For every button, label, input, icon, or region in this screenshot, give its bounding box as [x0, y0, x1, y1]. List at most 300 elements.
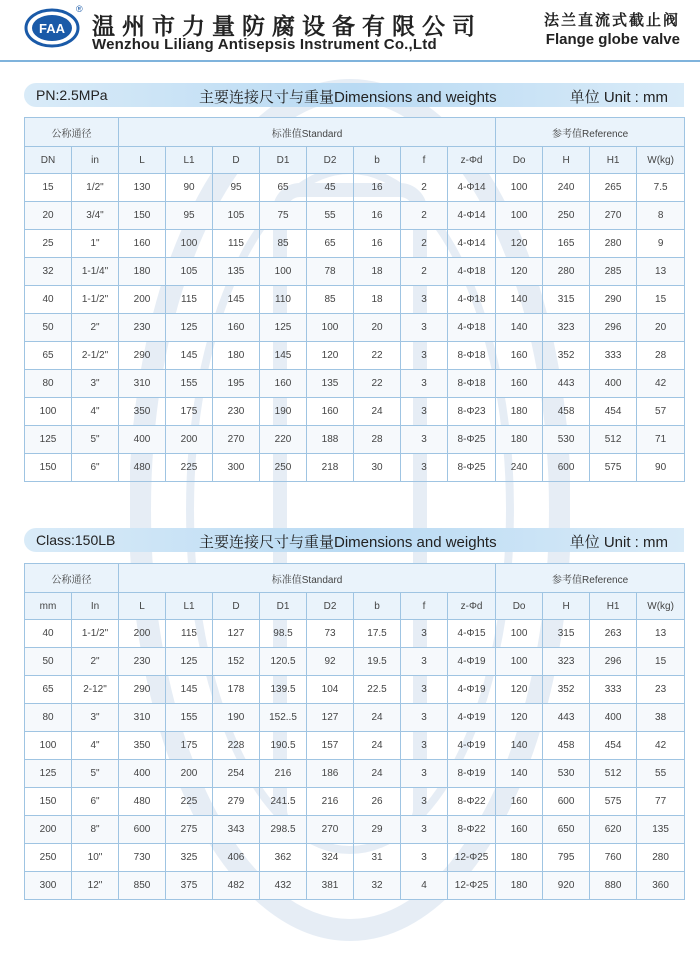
table-cell: 115 — [213, 230, 260, 258]
table-cell: 24 — [354, 704, 401, 732]
table-cell: 228 — [213, 732, 260, 760]
table-row — [25, 174, 685, 202]
table-cell: 15 — [637, 286, 685, 314]
table-cell: 125 — [166, 314, 213, 342]
table-cell: 190 — [260, 398, 307, 426]
column-header: L — [119, 593, 166, 620]
table-cell: 145 — [213, 286, 260, 314]
table-cell: 18 — [354, 286, 401, 314]
table-cell: 230 — [213, 398, 260, 426]
table-cell: 29 — [354, 816, 401, 844]
table-cell: 225 — [166, 454, 213, 482]
table-cell: 160 — [213, 314, 260, 342]
table-row — [25, 258, 685, 286]
table-column-header — [25, 593, 685, 620]
table-cell: 350 — [119, 398, 166, 426]
table-cell: 175 — [166, 398, 213, 426]
table-cell: 315 — [543, 620, 590, 648]
table-cell: 23 — [637, 676, 685, 704]
table-cell: 300 — [25, 872, 72, 900]
column-header: D1 — [260, 593, 307, 620]
table-cell: 458 — [543, 398, 590, 426]
table-cell: 352 — [543, 676, 590, 704]
company-name-en: Wenzhou Liliang Antisepsis Instrument Co.,Ltd — [92, 36, 437, 53]
table-cell: 240 — [496, 454, 543, 482]
table-cell: 45 — [307, 174, 354, 202]
table-cell: 150 — [25, 788, 72, 816]
table-cell: 152..5 — [260, 704, 307, 732]
table-cell: 200 — [119, 286, 166, 314]
column-header: f — [401, 147, 448, 174]
table-cell: 265 — [590, 174, 637, 202]
pressure-rating: Class:150LB — [36, 532, 116, 548]
table-cell: 3 — [401, 314, 448, 342]
table-cell: 8-Φ22 — [448, 816, 496, 844]
table-cell: 482 — [213, 872, 260, 900]
table-cell: 100 — [307, 314, 354, 342]
table-cell: 298.5 — [260, 816, 307, 844]
table-cell: 160 — [260, 370, 307, 398]
table-cell: 3 — [401, 426, 448, 454]
table-cell: 98.5 — [260, 620, 307, 648]
table-cell: 880 — [590, 872, 637, 900]
table-cell: 75 — [260, 202, 307, 230]
table-cell: 95 — [166, 202, 213, 230]
table-cell: 155 — [166, 370, 213, 398]
column-header: z-Φd — [448, 147, 496, 174]
table-cell: 8-Φ18 — [448, 342, 496, 370]
table-cell: 2 — [401, 202, 448, 230]
column-header: H — [543, 593, 590, 620]
table-cell: 323 — [543, 648, 590, 676]
table-cell: 4 — [401, 872, 448, 900]
table-cell: 190.5 — [260, 732, 307, 760]
table-cell: 10" — [72, 844, 119, 872]
table-cell: 160 — [496, 816, 543, 844]
table-row — [25, 704, 685, 732]
table-cell: 17.5 — [354, 620, 401, 648]
table-cell: 20 — [25, 202, 72, 230]
table-cell: 65 — [307, 230, 354, 258]
table-cell: 28 — [637, 342, 685, 370]
column-header: D — [213, 593, 260, 620]
table-cell: 200 — [166, 426, 213, 454]
table-cell: 512 — [590, 426, 637, 454]
table-cell: 188 — [307, 426, 354, 454]
table-cell: 8" — [72, 816, 119, 844]
table-cell: 333 — [590, 342, 637, 370]
table-cell: 650 — [543, 816, 590, 844]
company-name-cn: 温州市力量防腐设备有限公司 — [92, 13, 482, 39]
column-header: z-Φd — [448, 593, 496, 620]
table-cell: 310 — [119, 704, 166, 732]
table-cell: 90 — [166, 174, 213, 202]
table-cell: 3/4" — [72, 202, 119, 230]
table-cell: 22 — [354, 370, 401, 398]
table-cell: 6" — [72, 454, 119, 482]
table-cell: 16 — [354, 202, 401, 230]
table-cell: 100 — [496, 620, 543, 648]
table-cell: 241.5 — [260, 788, 307, 816]
table-cell: 92 — [307, 648, 354, 676]
table-cell: 3 — [401, 788, 448, 816]
table-cell: 120.5 — [260, 648, 307, 676]
table-cell: 8-Φ22 — [448, 788, 496, 816]
table-cell: 57 — [637, 398, 685, 426]
table-cell: 296 — [590, 314, 637, 342]
table-cell: 3 — [401, 620, 448, 648]
table-cell: 145 — [166, 676, 213, 704]
table-cell: 180 — [496, 844, 543, 872]
table-cell: 120 — [496, 676, 543, 704]
table-cell: 216 — [307, 788, 354, 816]
table-cell: 24 — [354, 760, 401, 788]
table-cell: 296 — [590, 648, 637, 676]
table-cell: 100 — [166, 230, 213, 258]
table-cell: 28 — [354, 426, 401, 454]
table-cell: 4-Φ19 — [448, 704, 496, 732]
table-cell: 104 — [307, 676, 354, 704]
table-cell: 2 — [401, 174, 448, 202]
table-cell: 310 — [119, 370, 166, 398]
table-row — [25, 398, 685, 426]
table-cell: 22.5 — [354, 676, 401, 704]
column-header: D2 — [307, 593, 354, 620]
table-cell: 443 — [543, 370, 590, 398]
table-cell: 290 — [119, 676, 166, 704]
table-cell: 225 — [166, 788, 213, 816]
table-cell: 16 — [354, 230, 401, 258]
unit-label: 单位 Unit : mm — [569, 534, 668, 551]
column-header: H — [543, 147, 590, 174]
table-cell: 105 — [213, 202, 260, 230]
table-cell: 186 — [307, 760, 354, 788]
table-cell: 5" — [72, 426, 119, 454]
table-cell: 575 — [590, 454, 637, 482]
table-row — [25, 816, 685, 844]
product-name-cn: 法兰直流式截止阀 — [543, 12, 680, 29]
table-cell: 32 — [25, 258, 72, 286]
table-row — [25, 872, 685, 900]
column-header: b — [354, 593, 401, 620]
column-header: H1 — [590, 147, 637, 174]
product-name-en: Flange globe valve — [545, 31, 680, 48]
table-cell: 125 — [25, 760, 72, 788]
table-row — [25, 230, 685, 258]
table-cell: 26 — [354, 788, 401, 816]
table-cell: 279 — [213, 788, 260, 816]
table-cell: 4-Φ19 — [448, 676, 496, 704]
table-cell: 65 — [260, 174, 307, 202]
table-cell: 120 — [496, 230, 543, 258]
table-cell: 130 — [119, 174, 166, 202]
table-cell: 160 — [496, 788, 543, 816]
column-header: H1 — [590, 593, 637, 620]
table-cell: 1" — [72, 230, 119, 258]
table-column-header — [25, 147, 685, 174]
table-row — [25, 370, 685, 398]
table-cell: 78 — [307, 258, 354, 286]
table-cell: 160 — [119, 230, 166, 258]
table-cell: 3 — [401, 398, 448, 426]
table-row — [25, 648, 685, 676]
table-cell: 315 — [543, 286, 590, 314]
table-row — [25, 426, 685, 454]
table-cell: 13 — [637, 258, 685, 286]
table-cell: 250 — [543, 202, 590, 230]
table-cell: 8-Φ18 — [448, 370, 496, 398]
table-cell: 24 — [354, 732, 401, 760]
table-cell: 180 — [496, 426, 543, 454]
table-cell: 1-1/2" — [72, 620, 119, 648]
table-cell: 65 — [25, 342, 72, 370]
table-cell: 31 — [354, 844, 401, 872]
table-cell: 50 — [25, 314, 72, 342]
table-cell: 127 — [307, 704, 354, 732]
table-row — [25, 676, 685, 704]
table-cell: 400 — [119, 426, 166, 454]
table-cell: 3 — [401, 286, 448, 314]
table-cell: 333 — [590, 676, 637, 704]
table-cell: 216 — [260, 760, 307, 788]
table-cell: 3" — [72, 370, 119, 398]
table-cell: 230 — [119, 314, 166, 342]
table-cell: 454 — [590, 732, 637, 760]
table-cell: 432 — [260, 872, 307, 900]
table-cell: 3" — [72, 704, 119, 732]
table-row — [25, 760, 685, 788]
column-header: L1 — [166, 147, 213, 174]
table-cell: 3 — [401, 704, 448, 732]
table-cell: 250 — [260, 454, 307, 482]
section-bar-class — [24, 528, 684, 552]
table-cell: 3 — [401, 454, 448, 482]
table-cell: 200 — [119, 620, 166, 648]
table-cell: 19.5 — [354, 648, 401, 676]
table-cell: 100 — [496, 202, 543, 230]
table-cell: 12" — [72, 872, 119, 900]
table-cell: 12-Φ25 — [448, 844, 496, 872]
table-row — [25, 732, 685, 760]
table-cell: 290 — [590, 286, 637, 314]
table-cell: 9 — [637, 230, 685, 258]
column-header: W(kg) — [637, 593, 685, 620]
table-cell: 362 — [260, 844, 307, 872]
table-cell: 160 — [496, 342, 543, 370]
header-divider — [0, 60, 700, 62]
table-cell: 18 — [354, 258, 401, 286]
table-cell: 730 — [119, 844, 166, 872]
table-cell: 250 — [25, 844, 72, 872]
table-cell: 77 — [637, 788, 685, 816]
table-cell: 4-Φ18 — [448, 286, 496, 314]
table-cell: 85 — [260, 230, 307, 258]
table-row — [25, 844, 685, 872]
table-cell: 530 — [543, 760, 590, 788]
table-cell: 4-Φ18 — [448, 314, 496, 342]
table-cell: 324 — [307, 844, 354, 872]
table-cell: 760 — [590, 844, 637, 872]
table-cell: 3 — [401, 732, 448, 760]
table-cell: 4" — [72, 732, 119, 760]
table-cell: 600 — [543, 788, 590, 816]
table-cell: 480 — [119, 454, 166, 482]
table-cell: 115 — [166, 620, 213, 648]
table-cell: 280 — [637, 844, 685, 872]
table-cell: 458 — [543, 732, 590, 760]
table-cell: 381 — [307, 872, 354, 900]
table-cell: 85 — [307, 286, 354, 314]
table-cell: 55 — [637, 760, 685, 788]
table-cell: 270 — [213, 426, 260, 454]
section-title: 主要连接尺寸与重量Dimensions and weights — [199, 534, 497, 551]
table-cell: 4-Φ14 — [448, 174, 496, 202]
table-row — [25, 620, 685, 648]
column-header: Do — [496, 147, 543, 174]
table-cell: 3 — [401, 342, 448, 370]
table-cell: 175 — [166, 732, 213, 760]
table-cell: 480 — [119, 788, 166, 816]
table-cell: 115 — [166, 286, 213, 314]
table-cell: 42 — [637, 732, 685, 760]
table-cell: 190 — [213, 704, 260, 732]
column-header: mm — [25, 593, 72, 620]
table-cell: 4-Φ19 — [448, 732, 496, 760]
table-cell: 125 — [166, 648, 213, 676]
table-cell: 400 — [590, 704, 637, 732]
table-cell: 40 — [25, 620, 72, 648]
column-header: in — [72, 147, 119, 174]
table-group-header — [25, 564, 685, 593]
table-cell: 160 — [307, 398, 354, 426]
table-cell: 300 — [213, 454, 260, 482]
table-cell: 323 — [543, 314, 590, 342]
table-cell: 375 — [166, 872, 213, 900]
table-cell: 343 — [213, 816, 260, 844]
group-standard: 标准值Standard — [119, 118, 496, 147]
table-cell: 180 — [496, 398, 543, 426]
group-standard: 标准值Standard — [119, 564, 496, 593]
table-cell: 100 — [260, 258, 307, 286]
table-group-header — [25, 118, 685, 147]
table-cell: 270 — [590, 202, 637, 230]
table-cell: 406 — [213, 844, 260, 872]
table-cell: 6" — [72, 788, 119, 816]
table-cell: 152 — [213, 648, 260, 676]
table-cell: 200 — [25, 816, 72, 844]
column-header: In — [72, 593, 119, 620]
column-header: f — [401, 593, 448, 620]
group-reference: 参考值Reference — [496, 564, 685, 593]
table-cell: 13 — [637, 620, 685, 648]
table-cell: 32 — [354, 872, 401, 900]
table-cell: 120 — [307, 342, 354, 370]
table-cell: 15 — [25, 174, 72, 202]
table-cell: 4-Φ14 — [448, 230, 496, 258]
table-cell: 100 — [496, 648, 543, 676]
table-cell: 3 — [401, 676, 448, 704]
table-cell: 150 — [119, 202, 166, 230]
table-cell: 155 — [166, 704, 213, 732]
table-cell: 512 — [590, 760, 637, 788]
table-row — [25, 454, 685, 482]
spec-table-pn — [24, 117, 685, 482]
table-cell: 285 — [590, 258, 637, 286]
pressure-rating: PN:2.5MPa — [36, 87, 108, 103]
table-cell: 140 — [496, 760, 543, 788]
faa-logo — [24, 8, 80, 48]
table-cell: 325 — [166, 844, 213, 872]
table-cell: 1-1/2" — [72, 286, 119, 314]
table-cell: 150 — [25, 454, 72, 482]
table-cell: 140 — [496, 314, 543, 342]
column-header: L — [119, 147, 166, 174]
table-cell: 30 — [354, 454, 401, 482]
table-cell: 600 — [543, 454, 590, 482]
table-cell: 2-1/2" — [72, 342, 119, 370]
table-cell: 95 — [213, 174, 260, 202]
table-cell: 400 — [590, 370, 637, 398]
table-cell: 40 — [25, 286, 72, 314]
table-cell: 160 — [496, 370, 543, 398]
table-cell: 280 — [543, 258, 590, 286]
table-row — [25, 342, 685, 370]
table-cell: 290 — [119, 342, 166, 370]
table-cell: 350 — [119, 732, 166, 760]
table-row — [25, 788, 685, 816]
table-cell: 8-Φ19 — [448, 760, 496, 788]
table-cell: 8 — [637, 202, 685, 230]
table-cell: 600 — [119, 816, 166, 844]
table-cell: 145 — [260, 342, 307, 370]
column-header: Do — [496, 593, 543, 620]
table-cell: 2 — [401, 258, 448, 286]
column-header: DN — [25, 147, 72, 174]
table-cell: 120 — [496, 704, 543, 732]
table-cell: 443 — [543, 704, 590, 732]
column-header: D1 — [260, 147, 307, 174]
table-cell: 16 — [354, 174, 401, 202]
table-cell: 165 — [543, 230, 590, 258]
table-cell: 920 — [543, 872, 590, 900]
table-cell: 140 — [496, 286, 543, 314]
table-cell: 2 — [401, 230, 448, 258]
table-cell: 850 — [119, 872, 166, 900]
table-cell: 15 — [637, 648, 685, 676]
table-cell: 352 — [543, 342, 590, 370]
table-cell: 65 — [25, 676, 72, 704]
table-cell: 4-Φ14 — [448, 202, 496, 230]
table-row — [25, 314, 685, 342]
table-cell: 73 — [307, 620, 354, 648]
section-title: 主要连接尺寸与重量Dimensions and weights — [199, 89, 497, 106]
table-cell: 135 — [637, 816, 685, 844]
page-header — [0, 0, 700, 60]
table-cell: 3 — [401, 844, 448, 872]
table-cell: 8-Φ23 — [448, 398, 496, 426]
column-header: D2 — [307, 147, 354, 174]
table-cell: 400 — [119, 760, 166, 788]
spec-table-class — [24, 563, 685, 900]
column-header: W(kg) — [637, 147, 685, 174]
table-cell: 12-Φ25 — [448, 872, 496, 900]
table-cell: 180 — [496, 872, 543, 900]
table-cell: 218 — [307, 454, 354, 482]
table-cell: 220 — [260, 426, 307, 454]
table-cell: 195 — [213, 370, 260, 398]
table-cell: 795 — [543, 844, 590, 872]
table-cell: 3 — [401, 370, 448, 398]
